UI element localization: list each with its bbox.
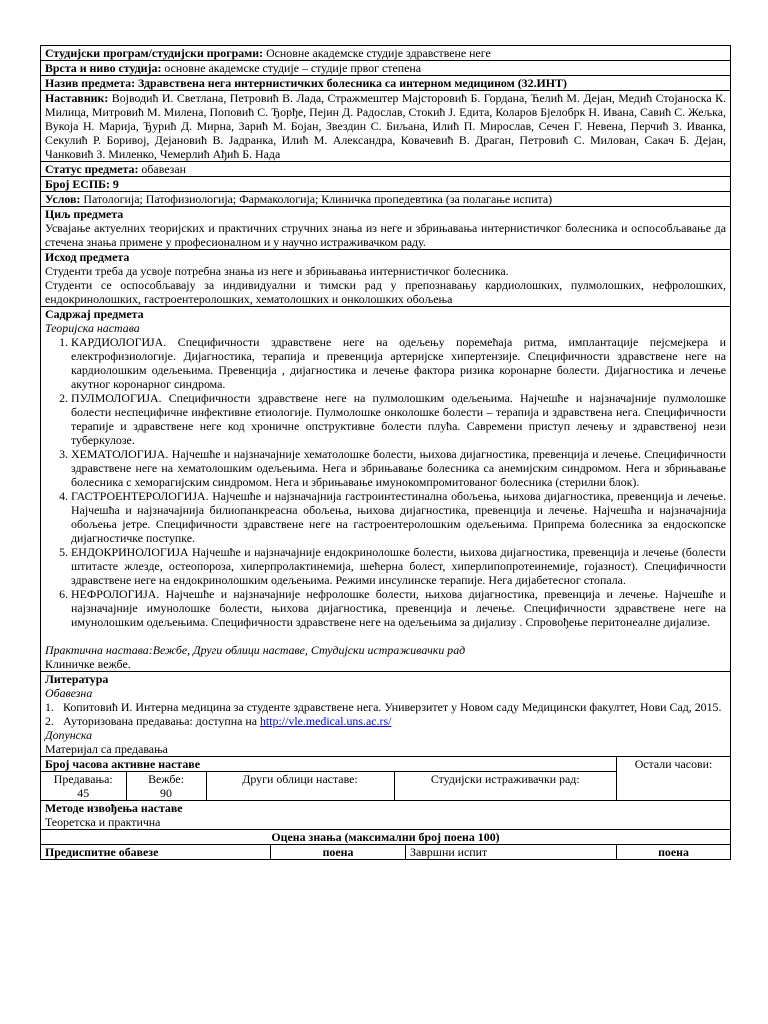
pre-exam-points-label: поена (271, 845, 406, 860)
hours-row (41, 757, 731, 801)
other-forms-label: Други облици наставе: (242, 772, 358, 786)
teachers-list: Војводић И. Светлана, Петровић В. Лада, Стражмештер Мајсторовић Б. Гордана, Ћелић М. Дејан, Медић Стојаноска К. Милица, Митровић М. Милена, Поповић С. Ђорђе, Пејин Д. Радослав, Стокић Ј. Едита, Коларов Бјелобрк Н. Ивана, Савић С. Жељка, Вукоја Н. Марија, Ђурић Д. Мирна, Зарић М. Бојан, Звездин С. Биљана, Илић П. Мирослав, Сечен Г. Невена, Перчић З. Иванка, Секулић Р. Боривој, Дејановић В. Јадранка, Илић М. Александра, Ковачевић В. Драган, Петровић С. Милован, Сакач Б. Дејан, Чанковић З. Миленко, Чемерлић Ађић Б. Нада (45, 91, 726, 161)
level-label: Врста и ниво студија: (45, 61, 162, 75)
level-value: основне академске студије – студије првог степена (164, 61, 422, 75)
theory-label: Теоријска настава (45, 321, 140, 335)
ects-label: Број ЕСПБ: 9 (41, 177, 731, 192)
course-spec-table (40, 45, 731, 860)
outcome-line: Студенти треба да усвоје потребна знања из неге и збрињавања интернистичког болесника. (45, 264, 509, 278)
content-item-cardiology: 1. КАРДИОЛОГИЈА. Специфичности здравствене неге на одељењу поремећаја ритма, имплантације пејсмејкера и електрофизиологије. Дијагностика, терапија и превенција артеријске хипертензије. Специфичности здравствене неге на кардиолошким одељењима. Превенција , дијагностика и лечење фактора ризика коронарне болести. Дијагностика и лечење акутног коронарног синдрома. (71, 335, 726, 391)
level-row (41, 61, 731, 76)
program-row (41, 46, 731, 61)
hours-title: Број часова активне наставе (41, 757, 616, 772)
condition-row (41, 192, 731, 207)
status-row (41, 162, 731, 177)
methods-title: Методе извођења наставе (45, 801, 183, 815)
literature-supplementary-text: Материјал са предавања (45, 742, 168, 756)
methods-row (41, 801, 731, 830)
content-title: Садржај предмета (45, 307, 144, 321)
teachers-row (41, 91, 731, 162)
spacer (45, 629, 726, 643)
literature-item-text: Ауторизована предавања: доступна на (63, 714, 257, 728)
content-item-hematology: 3. ХЕМАТОЛОГИЈА. Најчешће и најзначајније хематолошке болести, њихова дијагностика, превенција и лечење. Специфичности здравствене неге на хематолошким одељењима. Нега и збрињавање болесника са анемијским синдромом. Нега и збрињавање болесника с хеморагијским синдромом. Нега и збрињавање имунокомпромитованог болесника (стерилни блок). (71, 447, 726, 489)
outcome-title: Исход предмета (45, 250, 130, 264)
literature-supplementary-label: Допунска (45, 728, 93, 742)
program-label: Студијски програм/студијски програми: (45, 46, 264, 60)
outcome-row (41, 250, 731, 307)
pre-exam-label: Предиспитне обавезе (41, 845, 271, 860)
final-exam-points-label: поена (617, 845, 731, 860)
literature-item-number: 1. (45, 700, 54, 714)
content-item-gastroenterology: 4. ГАСТРОЕНТЕРОЛОГИЈА. Најчешће и најзначајнија гастроинтестинална обољења, њихова дијагностика, превенција и лечење. Најчешћа и најзначајнија билиопанкреасна обољења, њихова дијагностика, превенција и лечење. Најчешћа и најзначајнија обољења јетре. Специфичности здравствене неге на гастроентеролошким одељењима. Припрема болесника за ендоскопске дијагностичке поступке. (71, 489, 726, 545)
status-value: обавезан (141, 162, 187, 176)
content-item-endocrinology: 5. ЕНДОКРИНОЛОГИЈА Најчешће и најзначајније ендокринолошке болести, њихова дијагностика, превенција и лечење (болести штитасте жлезде, остеопороза, хиперпролактинемија, шећерна болест, хиперлипопротеинемије, гојазност). Специфичности здравствене неге на ендокринолошким одељењима. Режими инсулинске терапије. Нега дијабетесног стопала. (71, 545, 726, 587)
content-item-nephrology: 6. НЕФРОЛОГИЈА. Најчешће и најзначајније нефролошке болести, њихова дијагностика, превенција и лечење. Најчешће и најзначајније имунолошке болести, њихова дијагностика, превенција и лечење. Специфичности здравствене неге на имунолошким одељењима. Специфичности здравствене неге на одељењима за дијализу . Спровођење перитонеалне дијализе. (71, 587, 726, 629)
outcome-line: Студенти се оспособљавају за индивидуални и тимски рад у препознавању кардиолошких, пулмолошких, нефролошких, ендокринолошких, гастроентеролошких, хематолошких и онколошких обољења (45, 278, 726, 306)
grading-title-row (41, 830, 731, 845)
goal-text: Усвајање актуелних теоријских и практичних стручних знања из неге и збрињавања интернистичког болесника и оспособљавање да стечена знања примене у професионалном и у научно истраживачком раду. (45, 221, 726, 249)
literature-item-number: 2. (45, 714, 54, 728)
grading-header-row (41, 845, 731, 860)
practice-label: Практична настава:Вежбе, Други облици наставе, Студијски истраживачки рад (45, 643, 466, 657)
condition-label: Услов: (45, 192, 81, 206)
vle-link[interactable]: http://vle.medical.uns.ac.rs/ (259, 714, 392, 728)
teachers-label: Наставник: (45, 91, 109, 105)
condition-value: Патологија; Патофизиологија; Фармакологија; Клиничка пропедевтика (за полагање испита) (83, 192, 553, 206)
research-label: Студијски истраживачки рад: (430, 772, 580, 786)
literature-row (41, 672, 731, 757)
course-title: Назив предмета: Здравствена нега интернистичких болесника са интерном медицином (32.ИНТ) (41, 76, 731, 91)
practice-text: Клиничке вежбе. (45, 657, 131, 671)
course-row (41, 76, 731, 91)
lectures-value: 45 (77, 786, 90, 800)
exercises-label: Вежбе: (148, 772, 184, 786)
final-exam-label: Завршни испит (406, 845, 617, 860)
literature-title: Литература (45, 672, 109, 686)
status-label: Статус предмета: (45, 162, 139, 176)
literature-required-label: Обавезна (45, 686, 93, 700)
content-item-pulmology: 2. ПУЛМОЛОГИЈА. Специфичности здравствене неге на пулмолошким одељењима. Најчешће и најзначајније пулмолошке болести неспецифичне инфективне етиологије. Пулмолошке онколошке болести – терапија и здравствена нега. Специфичности терапије и здравствене неге код хроничне опструктивне болести плућа. Савремени приступ лечењу и здравственој нези туберкулозе. (71, 391, 726, 447)
program-value: Основне академске студије здравствене неге (266, 46, 491, 60)
literature-item-text: Копитовић И. Интерна медицина за студенте здравствене нега. Универзитет у Новом саду Медицински факултет, Нови Сад, 2015. (63, 700, 722, 714)
content-row (41, 307, 731, 672)
exercises-value: 90 (160, 786, 172, 800)
ects-row (41, 177, 731, 192)
grading-title: Оцена знања (максимални број поена 100) (41, 830, 731, 845)
content-list (45, 335, 726, 629)
lectures-label: Предавања: (53, 772, 113, 786)
goal-title: Циљ предмета (45, 207, 124, 221)
literature-item (45, 714, 726, 728)
literature-item (45, 700, 726, 714)
hours-table (41, 772, 616, 800)
goal-row (41, 207, 731, 250)
methods-text: Теоретска и практична (45, 815, 161, 829)
other-hours-label: Остали часови: (617, 757, 731, 801)
